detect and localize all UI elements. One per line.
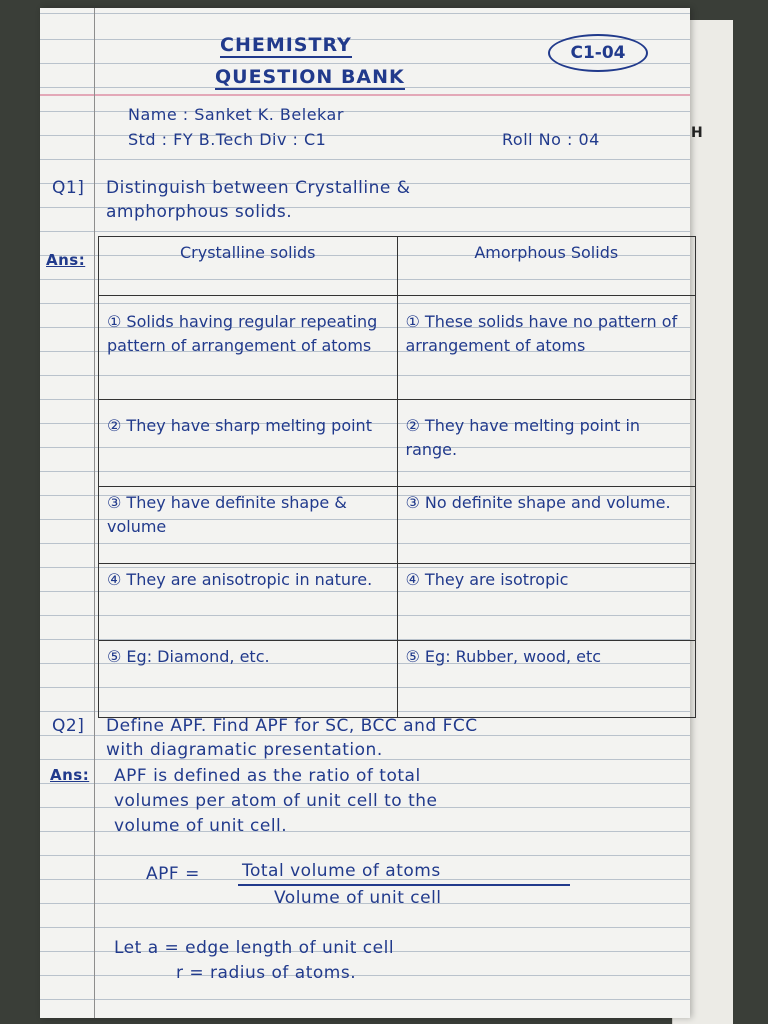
q2-answer-line2: volumes per atom of unit cell to the — [114, 791, 438, 811]
student-name: Name : Sanket K. Belekar — [128, 105, 344, 124]
let-line2: r = radius of atoms. — [176, 963, 357, 983]
q2-text-line2: with diagramatic presentation. — [106, 740, 383, 760]
backdrop-tag: H — [691, 125, 703, 141]
table-row — [99, 641, 696, 718]
q1-text-line2: amphorphous solids. — [106, 202, 293, 222]
table-cell: ⑤ Eg: Rubber, wood, etc — [397, 641, 696, 718]
margin-line — [94, 8, 95, 1018]
table-cell: ③ No definite shape and volume. — [397, 487, 696, 564]
comparison-table — [98, 236, 696, 718]
student-roll-no: Roll No : 04 — [502, 130, 600, 149]
table-row — [99, 487, 696, 564]
table-row — [99, 400, 696, 487]
q1-label: Q1] — [52, 178, 85, 198]
q2-answer-label: Ans: — [50, 766, 90, 784]
table-cell: ③ They have definite shape & volume — [99, 487, 398, 564]
roll-badge: C1-04 — [548, 34, 648, 72]
page-title-line1: CHEMISTRY — [220, 34, 352, 56]
table-cell: ④ They are isotropic — [397, 564, 696, 641]
table-cell: ② They have melting point in range. — [397, 400, 696, 487]
q2-answer-line1: APF is defined as the ratio of total — [114, 766, 421, 786]
q2-answer-line3: volume of unit cell. — [114, 816, 288, 836]
table-cell: ④ They are anisotropic in nature. — [99, 564, 398, 641]
table-header-row — [99, 237, 696, 296]
q2-label: Q2] — [52, 716, 85, 736]
formula-denominator: Volume of unit cell — [274, 888, 442, 908]
table-cell: ① These solids have no pattern of arrangement of atoms — [397, 296, 696, 400]
notebook-page — [40, 8, 690, 1018]
q1-text-line1: Distinguish between Crystalline & — [106, 178, 411, 198]
table-cell: ① Solids having regular repeating pattern of arrangement of atoms — [99, 296, 398, 400]
q2-text-line1: Define APF. Find APF for SC, BCC and FCC — [106, 716, 478, 736]
header-red-rule — [40, 94, 690, 96]
page-title-line2: QUESTION BANK — [215, 66, 405, 88]
table-row — [99, 296, 696, 400]
let-line1: Let a = edge length of unit cell — [114, 938, 395, 958]
formula-lhs: APF = — [146, 864, 200, 884]
formula-fraction-bar — [238, 884, 570, 886]
table-header-amorphous: Amorphous Solids — [397, 237, 696, 296]
table-header-crystalline: Crystalline solids — [99, 237, 398, 296]
q1-answer-label: Ans: — [46, 251, 86, 269]
table-row — [99, 564, 696, 641]
table-cell: ⑤ Eg: Diamond, etc. — [99, 641, 398, 718]
table-cell: ② They have sharp melting point — [99, 400, 398, 487]
student-std-div: Std : FY B.Tech Div : C1 — [128, 130, 327, 149]
formula-numerator: Total volume of atoms — [242, 861, 441, 881]
